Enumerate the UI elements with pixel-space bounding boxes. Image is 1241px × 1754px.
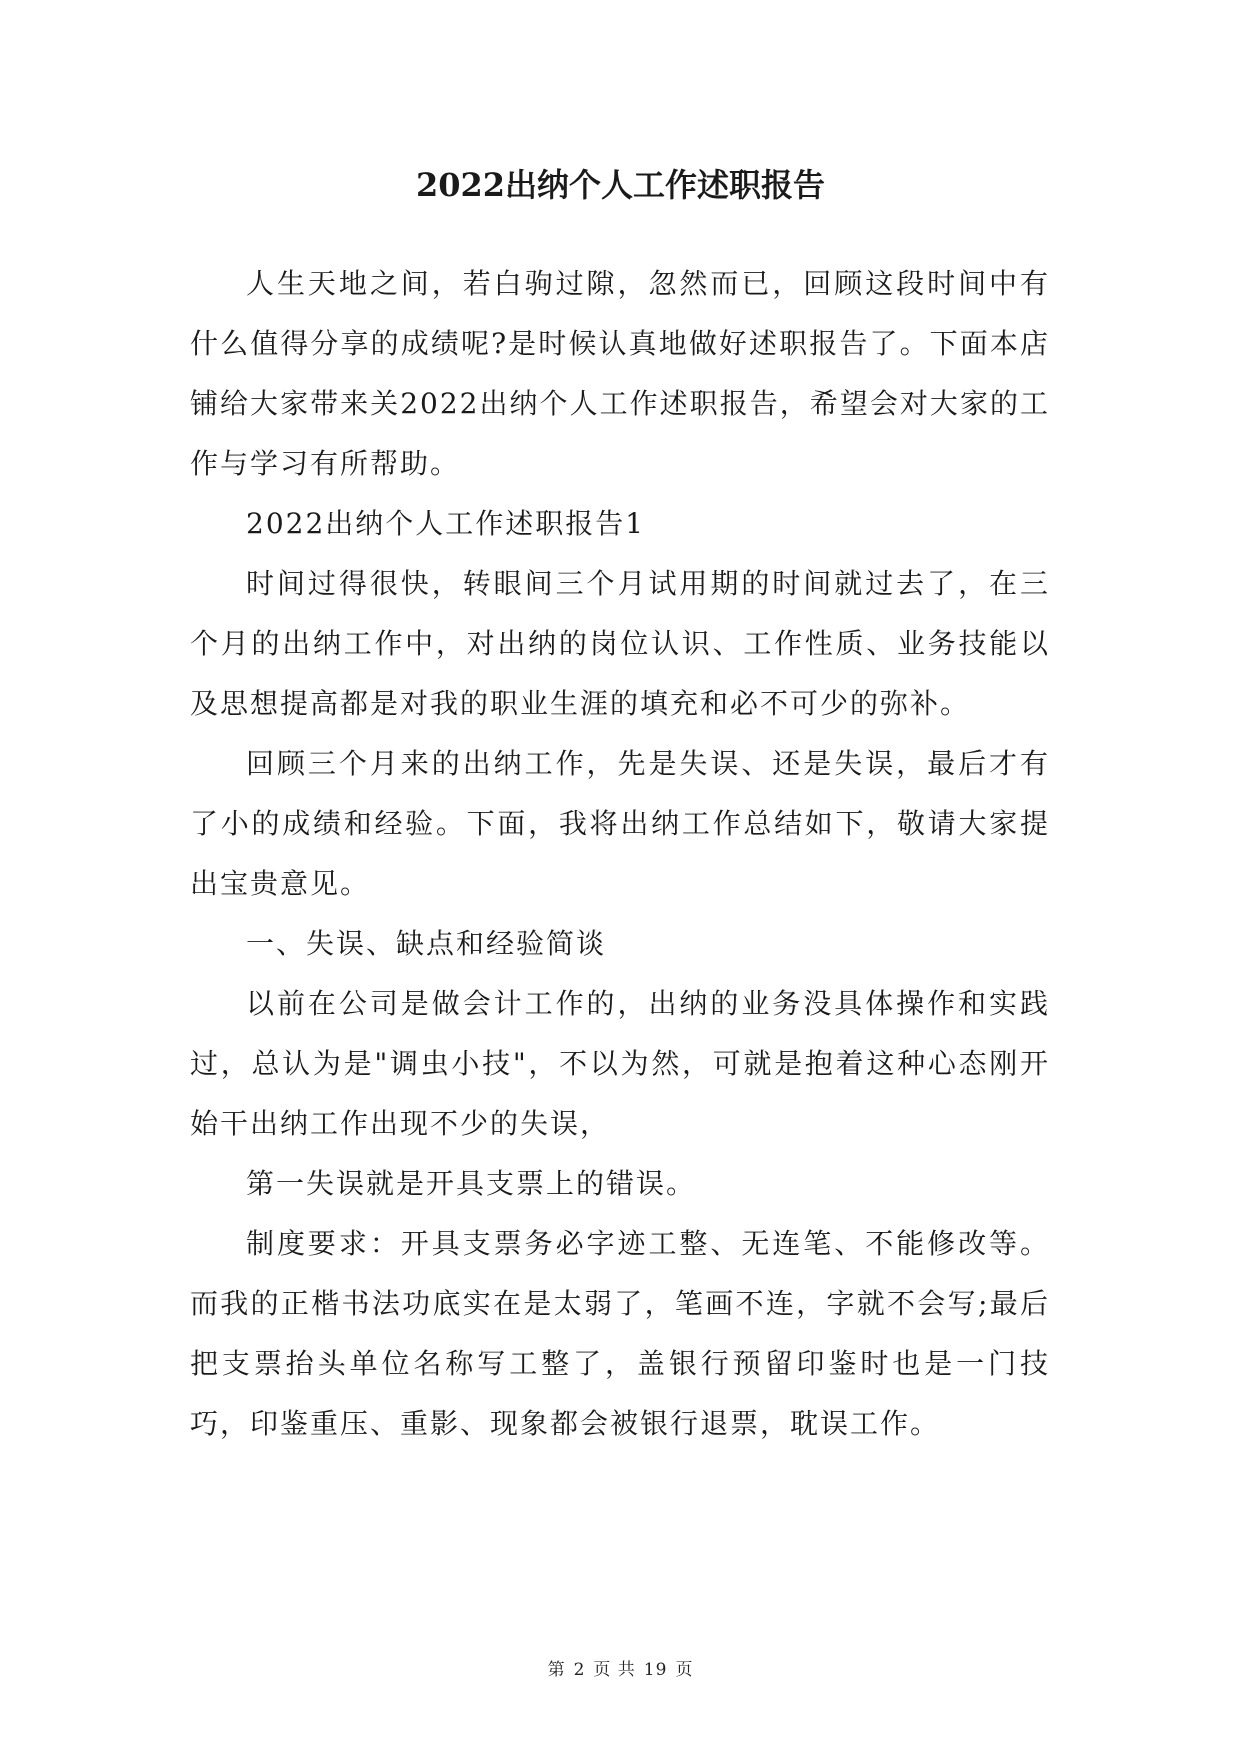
paragraph-previous-work: 以前在公司是做会计工作的，出纳的业务没具体操作和实践过，总认为是"调虫小技"，不以为然，可就是抱着这种心态刚开始干出纳工作出现不少的失误， xyxy=(190,987,1050,1140)
section-heading-mistakes: 一、失误、缺点和经验简谈 xyxy=(246,927,607,960)
footer-prefix: 第 xyxy=(547,1660,566,1680)
paragraph-check-rules: 制度要求：开具支票务必字迹工整、无连笔、不能修改等。而我的正楷书法功底实在是太弱了，笔画不连，字就不会写;最后把支票抬头单位名称写工整了，盖银行预留印鉴时也是一门技巧，印鉴重压、重影、现象都会被银行退票，耽误工作。 xyxy=(190,1227,1050,1440)
paragraph-intro: 人生天地之间，若白驹过隙，忽然而已，回顾这段时间中有什么值得分享的成绩呢?是时候认真地做好述职报告了。下面本店铺给大家带来关2022出纳个人工作述职报告，希望会对大家的工作与学习有所帮助。 xyxy=(190,267,1050,480)
footer-middle: 页 共 xyxy=(593,1660,636,1680)
section-heading-report-1: 2022出纳个人工作述职报告1 xyxy=(246,507,646,540)
document-body xyxy=(190,254,1050,1454)
paragraph-first-mistake: 第一失误就是开具支票上的错误。 xyxy=(246,1167,697,1200)
paragraph-review: 回顾三个月来的出纳工作，先是失误、还是失误，最后才有了小的成绩和经验。下面，我将出纳工作总结如下，敬请大家提出宝贵意见。 xyxy=(190,747,1050,900)
footer-suffix: 页 xyxy=(675,1660,694,1680)
footer-page-number: 2 xyxy=(573,1660,586,1680)
document-title: 2022出纳个人工作述职报告 xyxy=(415,166,826,204)
paragraph-probation: 时间过得很快，转眼间三个月试用期的时间就过去了，在三个月的出纳工作中，对出纳的岗位认识、工作性质、业务技能以及思想提高都是对我的职业生涯的填充和必不可少的弥补。 xyxy=(190,567,1050,720)
footer-total-pages: 19 xyxy=(643,1660,668,1680)
page-footer xyxy=(0,1655,1241,1680)
